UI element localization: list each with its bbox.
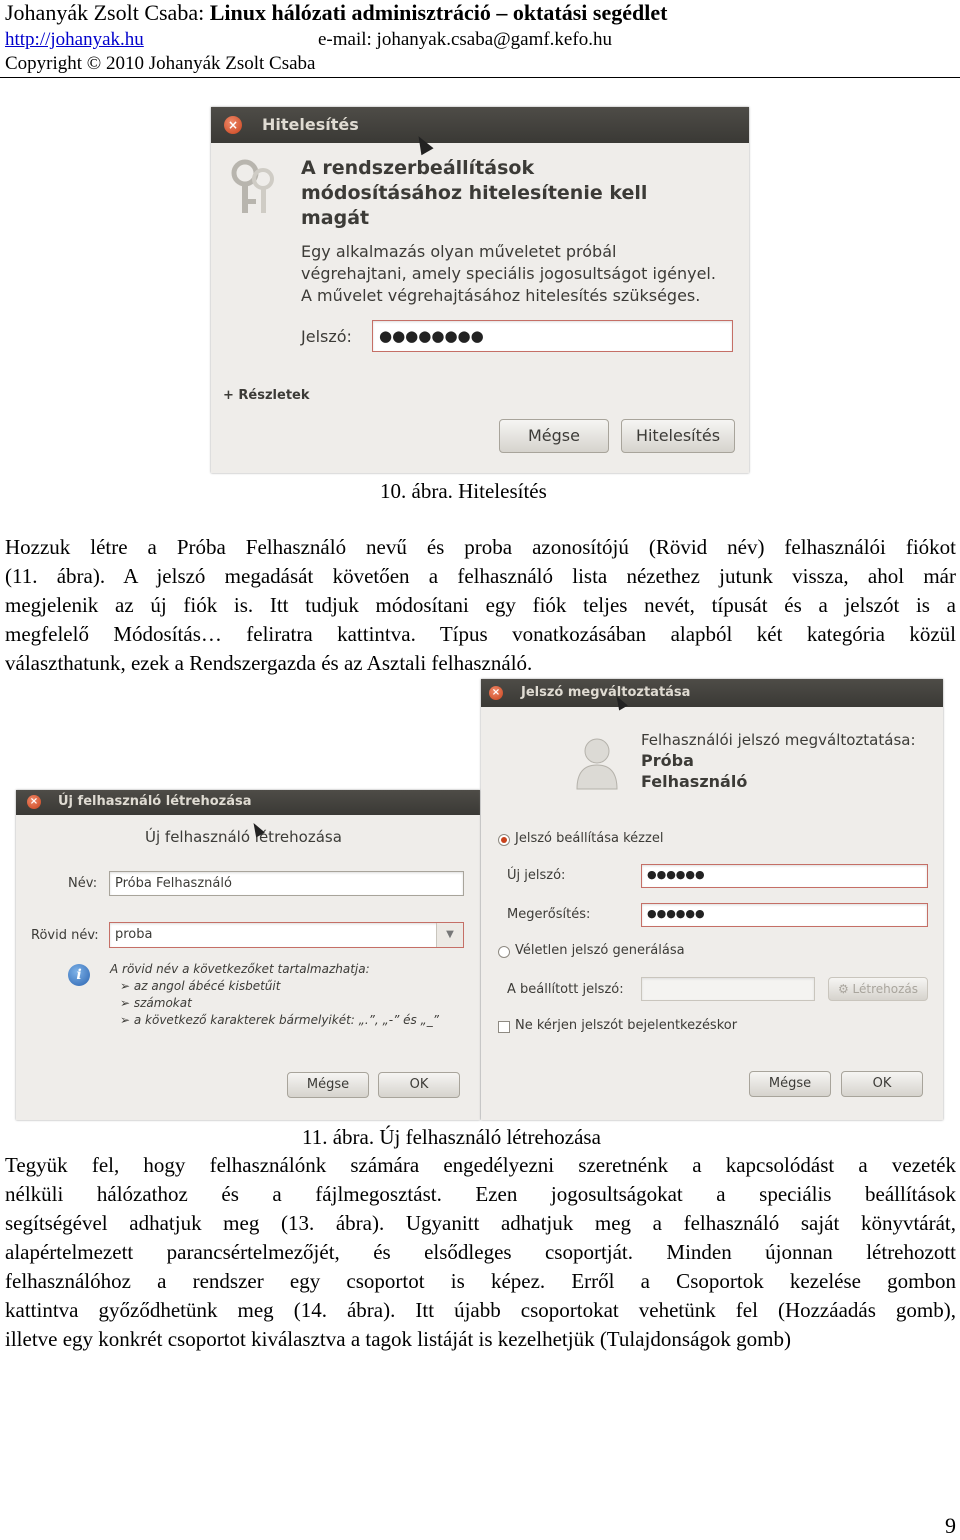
manual-password-radio[interactable] <box>498 834 510 846</box>
header-rule <box>0 77 960 78</box>
new-password-label: Új jelszó: <box>507 868 566 883</box>
para2-line: nélküli hálózathoz és a fájlmegosztást. Ezen jogosultságokat a speciális beállítások <box>5 1182 956 1206</box>
paragraph-2 <box>5 1151 956 1354</box>
confirm-password-field[interactable] <box>641 903 928 927</box>
info-title: A rövid név a következőket tartalmazhatja: <box>110 962 370 976</box>
para1-line: megjelenik az új fiók is. Itt tudjuk módosítani egy fiók teljes nevét, típusát és a jelszót is a <box>5 593 956 617</box>
auth-heading-line-2: módosításához hitelesítenie kell <box>301 182 648 204</box>
change-password-titlebar <box>481 679 943 707</box>
info-item: ➢ az angol ábécé kisbetűit <box>120 979 281 993</box>
no-password-login-label: Ne kérjen jelszót bejelentkezéskor <box>515 1018 738 1033</box>
new-password-field[interactable] <box>641 864 928 888</box>
new-user-dialog <box>16 790 480 1120</box>
auth-dialog <box>211 107 749 473</box>
close-icon[interactable]: × <box>489 686 503 700</box>
short-name-combo[interactable] <box>109 922 464 948</box>
change-pw-cancel-button[interactable]: Mégse <box>749 1071 831 1097</box>
password-field[interactable] <box>372 320 733 352</box>
details-expander[interactable] <box>223 388 310 403</box>
para1-line: (11. ábra). A jelszó megadását követően a felhasználó lista nézethez jutunk vissza, ahol már <box>5 564 956 588</box>
new-user-ok-button[interactable]: OK <box>378 1072 460 1098</box>
change-password-title: Jelszó megváltoztatása <box>521 685 691 700</box>
close-icon[interactable]: × <box>224 116 242 134</box>
name-label: Név: <box>68 876 98 891</box>
para2-line: illetve egy konkrét csoportot kiválasztva a tagok listáját is kezelhetjük (Tulajdonságok gomb) <box>5 1327 791 1351</box>
homepage-link[interactable]: http://johanyak.hu <box>5 29 144 50</box>
header-title-prefix: Johanyák Zsolt Csaba: <box>5 0 210 25</box>
change-password-dialog <box>481 679 943 1120</box>
password-label: Jelszó: <box>301 327 352 346</box>
short-name-label: Rövid név: <box>31 928 99 943</box>
expand-plus-icon: + <box>223 388 239 403</box>
paragraph-1 <box>5 533 956 678</box>
para2-line: kattintva győződhetünk meg (14. ábra). Itt újabb csoportokat vehetünk fel (Hozzáadás gomb), <box>5 1298 956 1322</box>
new-user-heading: Új felhasználó létrehozása <box>145 828 342 846</box>
header-copyright: Copyright © 2010 Johanyák Zsolt Csaba <box>5 53 316 74</box>
set-password-field <box>641 977 815 1001</box>
auth-dialog-title: Hitelesítés <box>262 115 359 134</box>
generate-icon: ⚙ <box>837 982 853 996</box>
page-number: 9 <box>945 1513 956 1538</box>
para2-line: Tegyük fel, hogy felhasználónk számára engedélyezni szeretnénk a kapcsolódást a vezeték <box>5 1153 956 1177</box>
details-label: Részletek <box>238 388 310 403</box>
random-password-label: Véletlen jelszó generálása <box>515 943 685 958</box>
generate-password-button <box>828 977 928 1001</box>
new-user-titlebar <box>16 790 480 815</box>
auth-body-line-3: A művelet végrehajtásához hitelesítés szükséges. <box>301 286 701 305</box>
auth-body-line-2: végrehajtani, amely speciális jogosultságot igényel. <box>301 264 716 283</box>
info-item: ➢ számokat <box>120 996 192 1010</box>
header-email: e-mail: johanyak.csaba@gamf.kefo.hu <box>318 29 612 50</box>
auth-heading-line-3: magát <box>301 207 370 229</box>
generate-label: Létrehozás <box>852 982 919 996</box>
info-icon: i <box>68 964 90 986</box>
info-item: ➢ a következő karakterek bármelyikét: „.”, „-” és „_” <box>120 1013 439 1027</box>
target-user-line-2: Felhasználó <box>641 772 748 791</box>
random-password-radio[interactable] <box>498 946 510 958</box>
auth-cancel-button[interactable]: Mégse <box>499 419 609 453</box>
para1-line: választhatunk, ezek a Rendszergazda és az Asztali felhasználó. <box>5 651 533 675</box>
new-user-cancel-button[interactable]: Mégse <box>287 1072 369 1098</box>
header-title-bold: Linux hálózati adminisztráció – oktatási segédlet <box>209 0 668 25</box>
new-password-value: ●●●●●● <box>647 868 705 881</box>
manual-password-label: Jelszó beállítása kézzel <box>515 831 664 846</box>
target-user-line-1: Próba <box>641 751 694 770</box>
keys-icon <box>229 157 279 219</box>
auth-heading-line-1: A rendszerbeállítások <box>301 157 535 179</box>
password-value: ●●●●●●●● <box>379 327 484 345</box>
name-field[interactable] <box>109 871 464 896</box>
short-name-value: proba <box>115 927 153 942</box>
close-icon[interactable]: × <box>27 795 41 809</box>
confirm-label: Megerősítés: <box>507 907 591 922</box>
auth-body-line-1: Egy alkalmazás olyan műveletet próbál <box>301 242 617 261</box>
para1-line: Hozzuk létre a Próba Felhasználó nevű és proba azonosítójú (Rövid név) felhasználói fiókot <box>5 535 956 559</box>
new-user-title: Új felhasználó létrehozása <box>58 794 252 809</box>
auth-dialog-titlebar <box>211 107 749 143</box>
fig11-caption: 11. ábra. Új felhasználó létrehozása <box>302 1125 601 1149</box>
user-avatar-icon <box>575 735 619 791</box>
dropdown-arrow-icon[interactable]: ▼ <box>436 923 463 947</box>
set-password-label: A beállított jelszó: <box>507 982 624 997</box>
confirm-password-value: ●●●●●● <box>647 907 705 920</box>
para2-line: alapértelmezett parancsértelmezőjét, és elsődleges csoportját. Minden újonnan létrehozott <box>5 1240 956 1264</box>
no-password-login-checkbox[interactable] <box>498 1021 510 1033</box>
authenticate-button[interactable]: Hitelesítés <box>621 419 735 453</box>
para2-line: segítségével adhatjuk meg (13. ábra). Ugyanitt adhatjuk meg a felhasználó saját könyvtárát, <box>5 1211 956 1235</box>
para1-line: megfelelő Módosítás… feliratra kattintva. Típus vonatkozásában alapból két kategória közül <box>5 622 956 646</box>
name-field-value: Próba Felhasználó <box>115 876 232 891</box>
para2-line: felhasználóhoz a rendszer egy csoportot is képez. Erről a Csoportok kezelése gombon <box>5 1269 956 1293</box>
change-pw-ok-button[interactable]: OK <box>841 1071 923 1097</box>
document-header-title <box>5 0 667 25</box>
fig10-caption: 10. ábra. Hitelesítés <box>380 479 547 503</box>
change-pw-heading: Felhasználói jelszó megváltoztatása: <box>641 731 916 749</box>
